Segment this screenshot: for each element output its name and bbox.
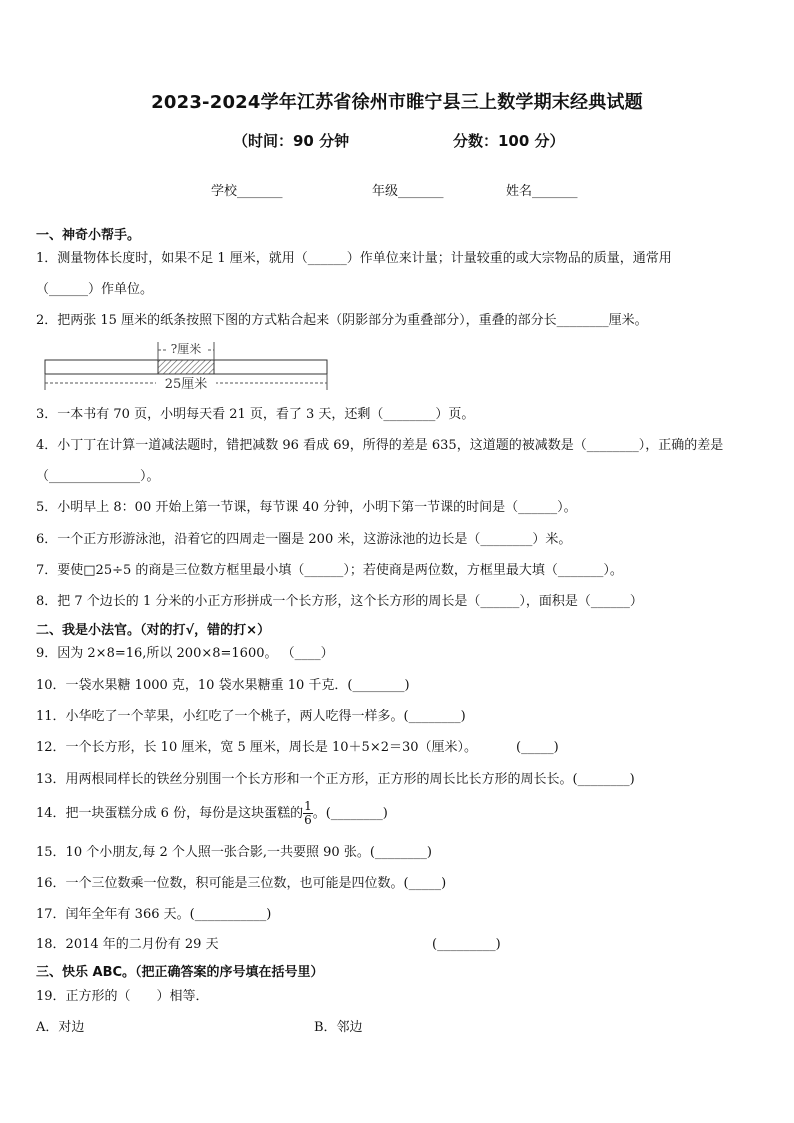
- exam-score: 分数：100 分）: [453, 132, 565, 150]
- question-15: 15．10 个小朋友,每 2 个人照一张合影,一共要照 90 张。(________): [36, 845, 432, 860]
- question-1-line-1: 1．测量物体长度时，如果不足 1 厘米，就用（______）作单位来计量；计量较重的或大宗物品的质量，通常用: [36, 251, 672, 266]
- overlap-length-label: ?厘米: [170, 342, 202, 356]
- question-3: 3．一本书有 70 页，小明每天看 21 页，看了 3 天，还剩（________）页。: [36, 407, 475, 422]
- question-6: 6．一个正方形游泳池，沿着它的四周走一圈是 200 米，这游泳池的边长是（________）米。: [36, 532, 572, 547]
- question-14-answer: 。(________): [312, 806, 388, 821]
- question-18-answer: (_________): [432, 937, 501, 952]
- question-12-answer: (_____): [516, 740, 559, 755]
- question-4-line-1: 4．小丁丁在计算一道减法题时，错把减数 96 看成 69，所得的差是 635，这道题的被减数是（________），正确的差是: [36, 438, 724, 453]
- question-8: 8．把 7 个边长的 1 分米的小正方形拼成一个长方形，这个长方形的周长是（______），面积是（______）: [36, 594, 643, 609]
- section-2-heading: 二、我是小法官。（对的打√，错的打×）: [36, 623, 271, 638]
- option-b: B．邻边: [314, 1020, 363, 1035]
- school-field: 学校_______: [211, 184, 283, 199]
- question-13: 13．用两根同样长的铁丝分别围一个长方形和一个正方形，正方形的周长比长方形的周长长。(________): [36, 772, 635, 787]
- question-17: 17．闰年全年有 366 天。(___________): [36, 907, 272, 922]
- question-19: 19．正方形的（ ）相等．: [36, 989, 209, 1004]
- question-16: 16．一个三位数乘一位数，积可能是三位数，也可能是四位数。(_____): [36, 876, 447, 891]
- question-18: 18．2014 年的二月份有 29 天: [36, 937, 219, 952]
- question-12: 12．一个长方形，长 10 厘米，宽 5 厘米，周长是 10＋5×2＝30（厘米）。: [36, 740, 478, 755]
- grade-field: 年级_______: [372, 184, 444, 199]
- question-14: [36, 800, 388, 827]
- question-7: 7．要使□25÷5 的商是三位数方框里最小填（______）；若使商是两位数，方框里最大填（_______）。: [36, 563, 623, 578]
- exam-title: 2023-2024学年江苏省徐州市睢宁县三上数学期末经典试题: [151, 92, 643, 113]
- exam-time: （时间：90 分钟: [233, 132, 350, 150]
- total-length-label: 25厘米: [164, 377, 208, 392]
- overlap-region: [158, 360, 214, 374]
- paper-strip-diagram: [44, 340, 334, 394]
- question-5: 5．小明早上 8：00 开始上第一节课，每节课 40 分钟，小明下第一节课的时间是（______）。: [36, 500, 577, 515]
- option-a: A．对边: [36, 1020, 85, 1035]
- question-2: 2．把两张 15 厘米的纸条按照下图的方式粘合起来（阴影部分为重叠部分），重叠的部分长________厘米。: [36, 313, 648, 328]
- question-14-text: 14．把一块蛋糕分成 6 份，每份是这块蛋糕的: [36, 806, 304, 821]
- question-10: 10．一袋水果糖 1000 克，10 袋水果糖重 10 千克．(________): [36, 678, 410, 693]
- question-1-line-2: （______）作单位。: [36, 282, 154, 297]
- question-9: 9．因为 2×8=16,所以 200×8=1600。 （____）: [36, 646, 334, 661]
- name-field: 姓名_______: [506, 184, 578, 199]
- fraction-one-sixth: $\frac{1}{6}$: [304, 799, 312, 827]
- section-3-heading: 三、快乐 ABC。（把正确答案的序号填在括号里）: [36, 965, 324, 980]
- question-4-line-2: （______________）。: [36, 469, 160, 484]
- question-11: 11．小华吃了一个苹果，小红吃了一个桃子，两人吃得一样多。(________): [36, 709, 466, 724]
- section-1-heading: 一、神奇小帮手。: [36, 228, 141, 243]
